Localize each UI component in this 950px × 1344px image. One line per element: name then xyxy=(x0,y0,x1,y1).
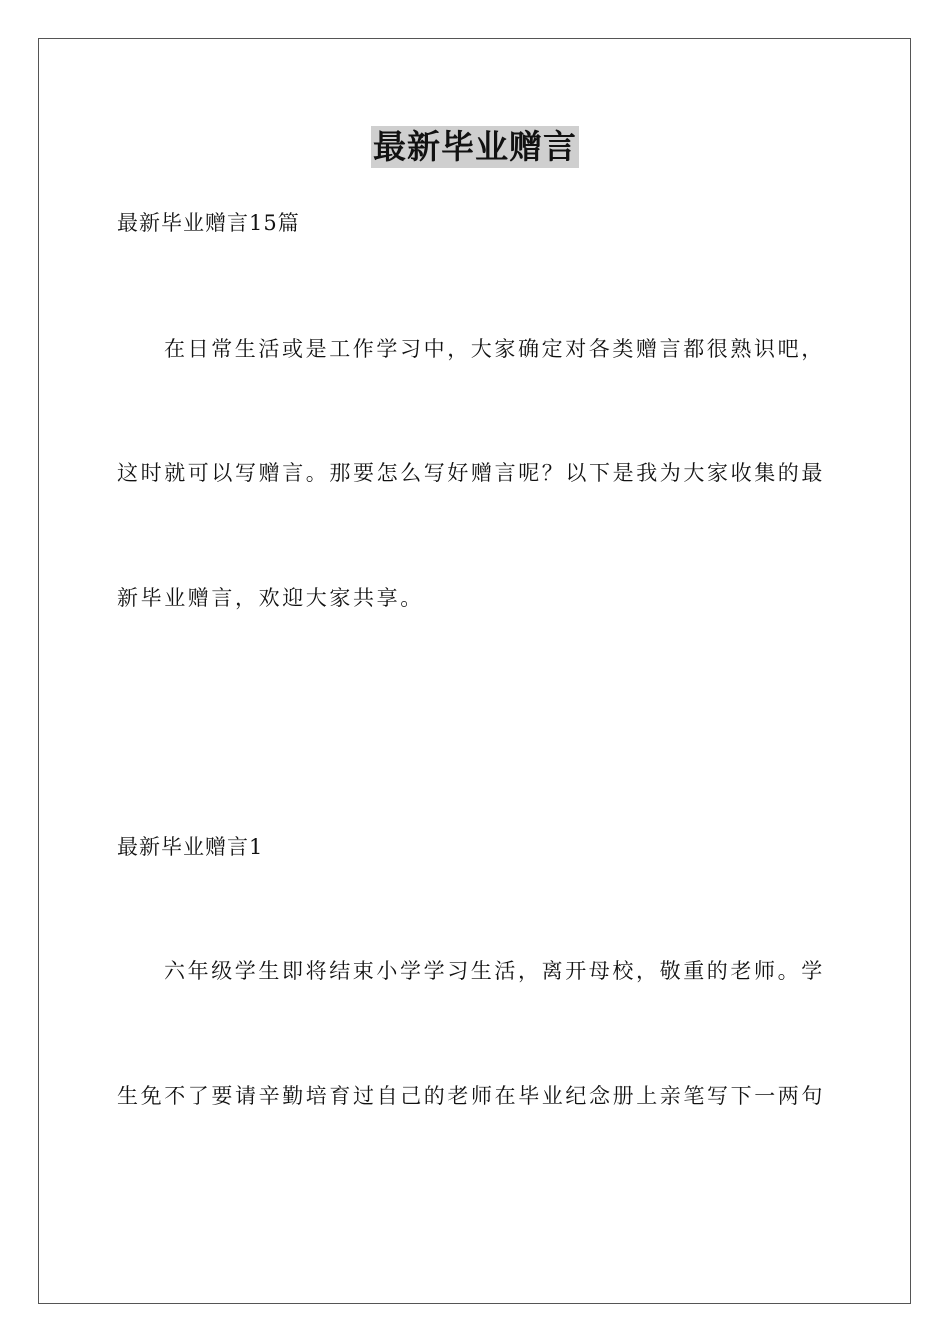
section-line-1: 六年级学生即将结束小学学习生活，离开母校，敬重的老师。学 xyxy=(164,959,825,983)
intro-line-3: 新毕业赠言，欢迎大家共享。 xyxy=(117,586,424,610)
intro-line-1: 在日常生活或是工作学习中，大家确定对各类赠言都很熟识吧， xyxy=(164,337,825,361)
section-heading: 最新毕业赠言1 xyxy=(117,835,264,859)
document-subtitle: 最新毕业赠言15篇 xyxy=(117,211,300,235)
section-line-2: 生免不了要请辛勤培育过自己的老师在毕业纪念册上亲笔写下一两句 xyxy=(117,1084,825,1108)
intro-line-2: 这时就可以写赠言。那要怎么写好赠言呢？以下是我为大家收集的最 xyxy=(117,461,825,485)
document-title: 最新毕业赠言 xyxy=(373,127,577,166)
title-container xyxy=(0,126,950,168)
